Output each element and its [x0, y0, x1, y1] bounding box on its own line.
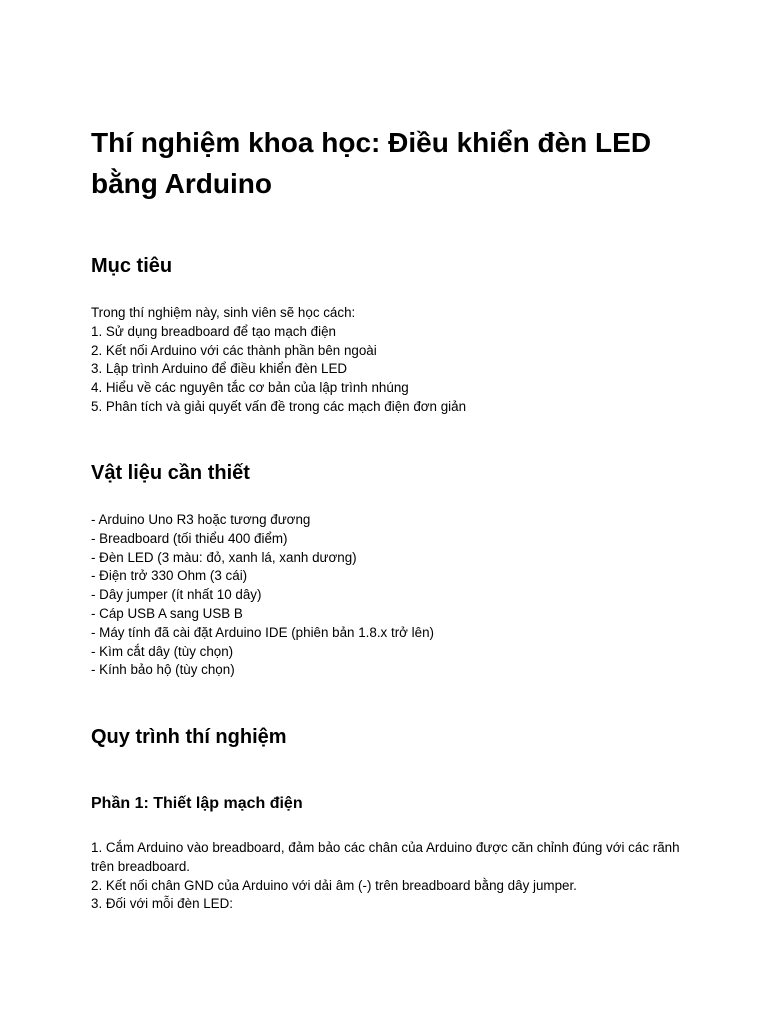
procedure-heading: Quy trình thí nghiệm	[91, 726, 287, 748]
list-item: - Kìm cắt dây (tùy chọn)	[91, 643, 234, 659]
objectives-list	[91, 304, 691, 417]
list-item: 5. Phân tích và giải quyết vấn đề trong các mạch điện đơn giản	[91, 398, 467, 414]
list-item: 1. Sử dụng breadboard để tạo mạch điện	[91, 323, 336, 339]
materials-list	[91, 511, 691, 680]
list-item: - Arduino Uno R3 hoặc tương đương	[91, 512, 311, 527]
part1-heading: Phần 1: Thiết lập mạch điện	[91, 795, 303, 812]
list-item: - Điện trở 330 Ohm (3 cái)	[91, 568, 248, 584]
list-item: 3. Đối với mỗi đèn LED:	[91, 896, 234, 912]
part1-steps	[91, 839, 681, 914]
objectives-heading: Mục tiêu	[91, 255, 173, 277]
list-item: - Đèn LED (3 màu: đỏ, xanh lá, xanh dương)	[91, 549, 357, 565]
list-item: 4. Hiểu về các nguyên tắc cơ bản của lập trình nhúng	[91, 380, 409, 396]
list-item: 3. Lập trình Arduino để điều khiển đèn LED	[91, 361, 348, 377]
list-item: - Cáp USB A sang USB B	[91, 605, 243, 621]
list-item: - Kính bảo hộ (tùy chọn)	[91, 662, 235, 678]
list-item: 2. Kết nối chân GND của Arduino với dải âm (-) trên breadboard bằng dây jumper.	[91, 877, 577, 893]
list-item: - Breadboard (tối thiểu 400 điểm)	[91, 530, 288, 546]
materials-heading: Vật liệu cần thiết	[91, 462, 250, 484]
objectives-intro: Trong thí nghiệm này, sinh viên sẽ học cách:	[91, 305, 356, 320]
list-item: 1. Cắm Arduino vào breadboard, đảm bảo các chân của Arduino được căn chỉnh đúng với các rãnh trên breadboard.	[91, 840, 680, 874]
list-item: 2. Kết nối Arduino với các thành phần bên ngoài	[91, 342, 377, 358]
list-item: - Dây jumper (ít nhất 10 dây)	[91, 587, 262, 603]
document-title: Thí nghiệm khoa học: Điều khiển đèn LED bằng Arduino	[91, 127, 652, 199]
list-item: - Máy tính đã cài đặt Arduino IDE (phiên bản 1.8.x trở lên)	[91, 624, 434, 640]
